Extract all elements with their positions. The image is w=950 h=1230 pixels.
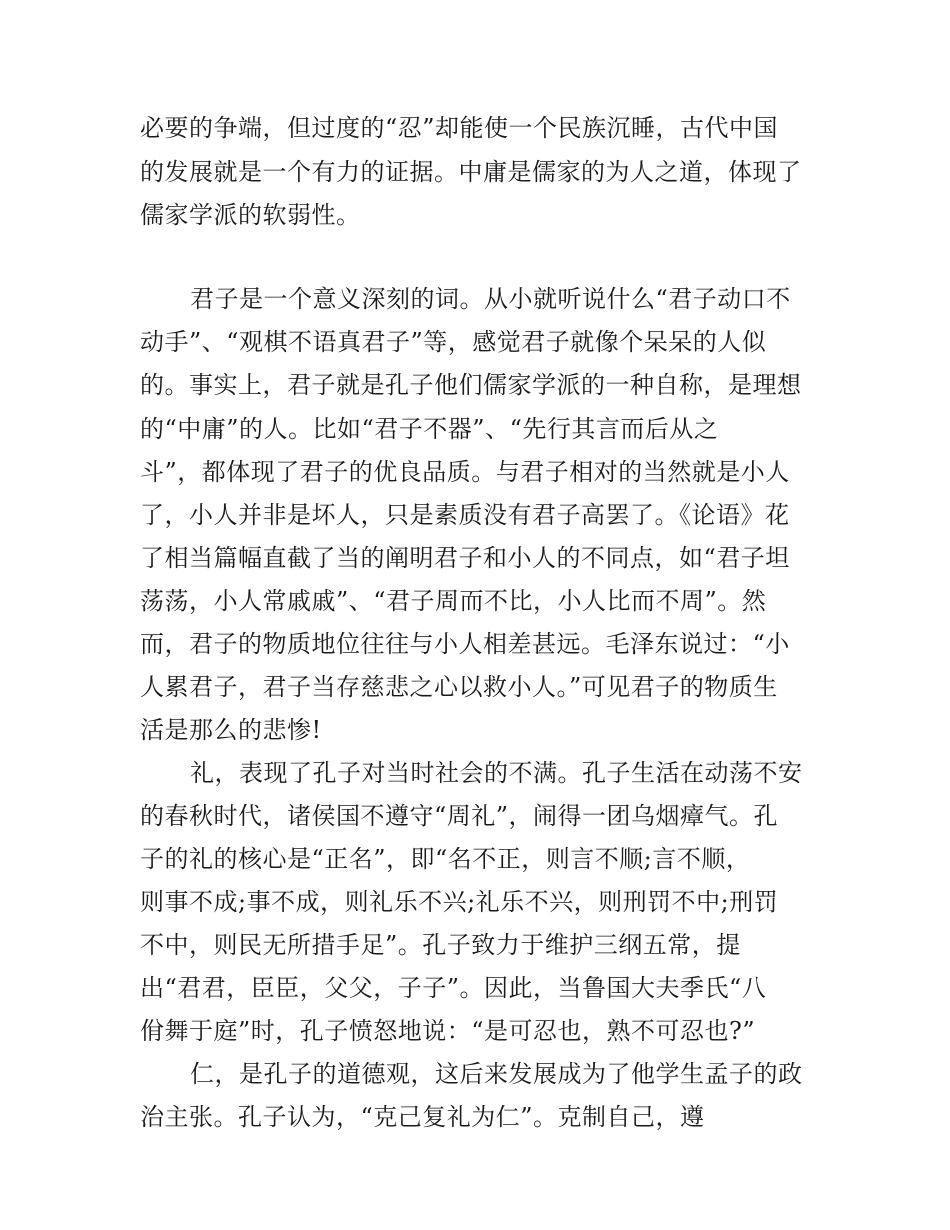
text-line: 出“君君，臣臣，父父，子子”。因此，当鲁国大夫季氏“八 — [140, 974, 767, 1002]
text-line: 的发展就是一个有力的证据。中庸是儒家的为人之道，体现了 — [140, 158, 802, 186]
text-line: 了，小人并非是坏人，只是素质没有君子高罢了。《论语》花 — [140, 501, 790, 529]
text-line: 佾舞于庭”时，孔子愤怒地说：“是可忍也，熟不可忍也?” — [140, 1017, 756, 1045]
text-line: 则事不成;事不成，则礼乐不兴;礼乐不兴，则刑罚不中;刑罚 — [140, 888, 779, 916]
text-line: 治主张。孔子认为，“克己复礼为仁”。克制自己，遵 — [140, 1103, 705, 1131]
text-line: 活是那么的悲惨! — [140, 716, 322, 744]
text-line: 的。事实上，君子就是孔子他们儒家学派的一种自称，是理想 — [140, 371, 802, 399]
text-line: 的春秋时代，诸侯国不遵守“周礼”，闹得一团乌烟瘴气。孔 — [140, 802, 779, 830]
text-line: 儒家学派的软弱性。 — [140, 201, 361, 229]
text-line: 礼，表现了孔子对当时社会的不满。孔子生活在动荡不安 — [190, 759, 803, 787]
text-line: 必要的争端，但过度的“忍”却能使一个民族沉睡，古代中国 — [140, 114, 779, 142]
text-line: 子的礼的核心是“正名”，即“名不正，则言不顺;言不顺， — [140, 845, 751, 873]
text-line: 仁，是孔子的道德观，这后来发展成为了他学生孟子的政 — [190, 1060, 803, 1088]
text-line: 不中，则民无所措手足”。孔子致力于维护三纲五常，提 — [140, 931, 741, 959]
text-line: 而，君子的物质地位往往与小人相差甚远。毛泽东说过：“小 — [140, 630, 790, 658]
text-line: 动手”、“观棋不语真君子”等，感觉君子就像个呆呆的人似 — [140, 328, 767, 356]
text-line: 的“中庸”的人。比如“君子不器”、“先行其言而后从之 — [140, 415, 719, 443]
text-line: 君子是一个意义深刻的词。从小就听说什么“君子动口不 — [190, 285, 791, 313]
text-line: 荡荡，小人常戚戚”、“君子周而不比，小人比而不周”。然 — [140, 587, 767, 615]
text-line: 了相当篇幅直截了当的阐明君子和小人的不同点，如“君子坦 — [140, 544, 790, 572]
text-line: 人累君子，君子当存慈悲之心以救小人。”可见君子的物质生 — [140, 673, 778, 701]
text-line: 斗”，都体现了君子的优良品质。与君子相对的当然就是小人 — [140, 458, 790, 486]
